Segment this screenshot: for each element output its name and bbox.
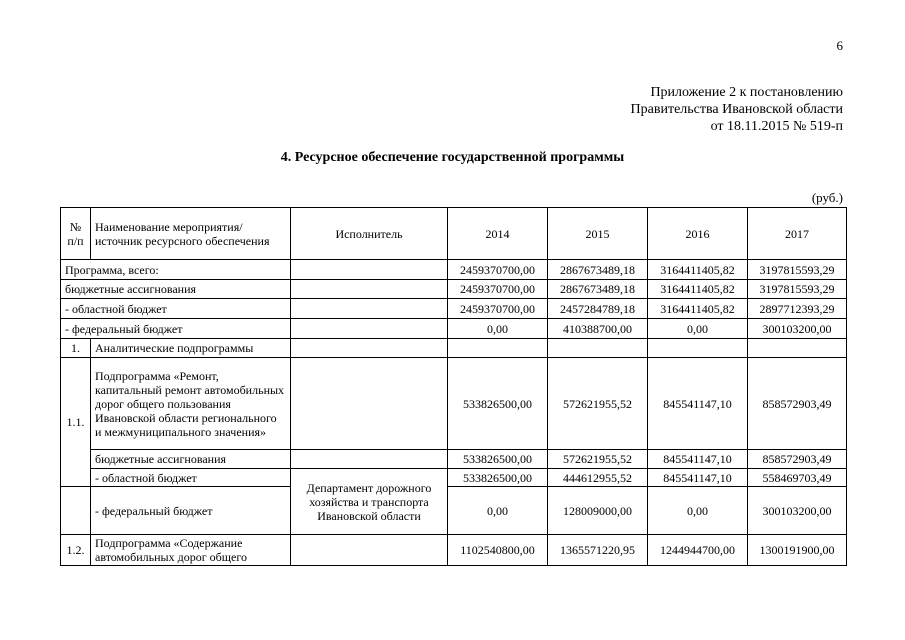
value-cell: 0,00	[448, 487, 548, 535]
value-cell: 2867673489,18	[548, 260, 648, 280]
value-cell: 128009000,00	[548, 487, 648, 535]
table-row	[61, 319, 847, 339]
header-name: Наименование мероприятия/ источник ресурсного обеспечения	[91, 208, 291, 260]
executor-cell	[291, 535, 448, 566]
appendix-header	[631, 84, 843, 135]
subprogram-federal-label: - федеральный бюджет	[91, 487, 291, 535]
header-year: 2014	[448, 208, 548, 260]
table-row	[61, 280, 847, 299]
executor-cell: Департамент дорожного хозяйства и транспорта Ивановской области	[291, 469, 448, 535]
table-row	[61, 299, 847, 319]
subprogram-regional-label: - областной бюджет	[91, 469, 291, 487]
value-cell: 533826500,00	[448, 358, 548, 450]
value-cell: 0,00	[448, 319, 548, 339]
section-label: Аналитические подпрограммы	[91, 339, 291, 358]
value-cell: 1300191900,00	[748, 535, 847, 566]
value-cell: 858572903,49	[748, 358, 847, 450]
value-cell: 2459370700,00	[448, 280, 548, 299]
value-cell: 410388700,00	[548, 319, 648, 339]
value-cell	[748, 339, 847, 358]
value-cell: 3197815593,29	[748, 260, 847, 280]
value-cell: 3164411405,82	[648, 299, 748, 319]
table-row	[61, 339, 847, 358]
executor-cell	[291, 339, 448, 358]
value-cell: 572621955,52	[548, 450, 648, 469]
subprogram-budget-label: бюджетные ассигнования	[91, 450, 291, 469]
document-title: 4. Ресурсное обеспечение государственной программы	[280, 150, 625, 165]
value-cell: 845541147,10	[648, 450, 748, 469]
value-cell: 2459370700,00	[448, 299, 548, 319]
program-budget-label: бюджетные ассигнования	[61, 280, 291, 299]
table-row	[61, 450, 847, 469]
subprogram-name: Подпрограмма «Ремонт, капитальный ремонт автомобильных дорог общего пользования Ивановской области регионального и межмуниципального значения»	[91, 358, 291, 450]
value-cell: 2459370700,00	[448, 260, 548, 280]
value-cell: 3164411405,82	[648, 280, 748, 299]
unit-label: (руб.)	[811, 190, 843, 205]
program-total-label: Программа, всего:	[61, 260, 291, 280]
program-regional-label: - областной бюджет	[61, 299, 291, 319]
value-cell: 2867673489,18	[548, 280, 648, 299]
value-cell: 572621955,52	[548, 358, 648, 450]
header-executor: Исполнитель	[291, 208, 448, 260]
section-num: 1.	[61, 339, 91, 358]
value-cell: 2457284789,18	[548, 299, 648, 319]
executor-cell	[291, 450, 448, 469]
value-cell: 300103200,00	[748, 487, 847, 535]
value-cell: 1102540800,00	[448, 535, 548, 566]
value-cell: 845541147,10	[648, 358, 748, 450]
page-number: 6	[836, 38, 843, 53]
num-cell	[61, 487, 91, 535]
program-federal-label: - федеральный бюджет	[61, 319, 291, 339]
value-cell: 0,00	[648, 487, 748, 535]
header-year: 2016	[648, 208, 748, 260]
table-row	[61, 358, 847, 450]
value-cell: 558469703,49	[748, 469, 847, 487]
executor-cell	[291, 260, 448, 280]
table-row	[61, 535, 847, 566]
header-year: 2017	[748, 208, 847, 260]
value-cell: 444612955,52	[548, 469, 648, 487]
executor-cell	[291, 280, 448, 299]
value-cell	[648, 339, 748, 358]
subprogram-name: Подпрограмма «Содержание автомобильных дорог общего	[91, 535, 291, 566]
value-cell: 3197815593,29	[748, 280, 847, 299]
value-cell: 3164411405,82	[648, 260, 748, 280]
table-row	[61, 260, 847, 280]
table-row	[61, 469, 847, 487]
subprogram-num: 1.2.	[61, 535, 91, 566]
value-cell: 1365571220,95	[548, 535, 648, 566]
appendix-line-2: Правительства Ивановской области	[630, 102, 843, 117]
subprogram-num: 1.1.	[61, 358, 91, 487]
value-cell: 1244944700,00	[648, 535, 748, 566]
value-cell: 2897712393,29	[748, 299, 847, 319]
appendix-line-1: Приложение 2 к постановлению	[650, 85, 843, 100]
header-num: № п/п	[61, 208, 91, 260]
appendix-line-3: от 18.11.2015 № 519-п	[710, 119, 843, 134]
value-cell: 533826500,00	[448, 450, 548, 469]
value-cell	[548, 339, 648, 358]
value-cell: 845541147,10	[648, 469, 748, 487]
executor-cell	[291, 358, 448, 450]
value-cell: 858572903,49	[748, 450, 847, 469]
resource-table	[60, 207, 847, 566]
table-header-row	[61, 208, 847, 260]
header-year: 2015	[548, 208, 648, 260]
value-cell: 0,00	[648, 319, 748, 339]
table-row	[61, 487, 847, 535]
executor-cell	[291, 319, 448, 339]
executor-cell	[291, 299, 448, 319]
value-cell: 300103200,00	[748, 319, 847, 339]
value-cell: 533826500,00	[448, 469, 548, 487]
value-cell	[448, 339, 548, 358]
